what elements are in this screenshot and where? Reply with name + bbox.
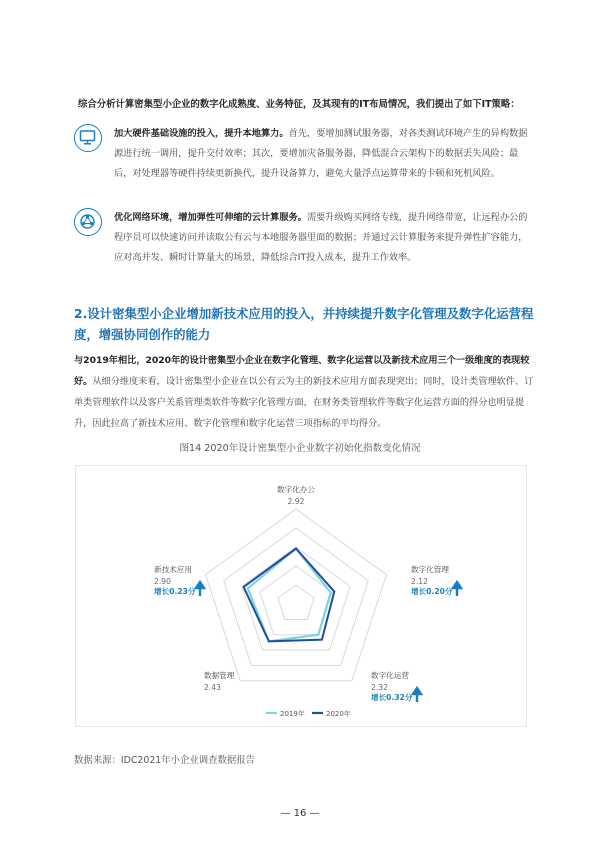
section-title: 2.设计密集型小企业增加新技术应用的投入，并持续提升数字化管理及数字化运营程度，增强协同创作的能力 xyxy=(74,306,534,342)
axis-value-label: 2.12 xyxy=(411,577,428,586)
intro-text: 综合分析计算密集型小企业的数字化成熟度、业务特征，及其现有的IT布局情况，我们提出了如下IT策略： xyxy=(78,99,520,110)
paragraph-bold: 与2019年相比，2020年的设计密集型小企业在数字化管理、数字化运营以及新技术应用三个一级维度的表现较好。 xyxy=(74,355,530,387)
growth-label: 增长0.23分 xyxy=(154,587,196,596)
legend-label: 2020年 xyxy=(326,710,351,718)
data-source: 数据来源：IDC2021年小企业调查数据报告 xyxy=(74,755,256,766)
axis-label: 新技术应用 xyxy=(154,565,192,574)
arrow-up-icon xyxy=(196,582,204,596)
axis-label: 数字化办公 xyxy=(277,485,315,494)
body-paragraph xyxy=(74,350,540,434)
strategy-text-network: 需要升级购买网络专线，提升网络带宽，让远程办公的程序员可以快速访问并读取公有云与本地服务器里面的数据；并通过云计算服务来提升弹性扩容能力，应对高并发、瞬时计算量大的场景，降低综合IT投入成本，提升工作效率。 xyxy=(114,212,528,263)
axis-value-label: 2.43 xyxy=(204,683,221,692)
axis-label: 数字化运营 xyxy=(371,671,409,680)
strategy-bold-network: 优化网络环境，增加弹性可伸缩的云计算服务。 xyxy=(114,212,307,223)
radar-chart xyxy=(76,466,526,726)
radar-grid-ring xyxy=(206,509,387,681)
growth-label: 增长0.32分 xyxy=(371,693,413,702)
strategy-item-network xyxy=(74,208,538,274)
radar-grid-ring xyxy=(278,585,314,619)
radar-series-2019 xyxy=(248,549,331,642)
axis-value-label: 2.32 xyxy=(371,683,388,692)
arrow-up-icon xyxy=(453,582,461,596)
axis-value-label: 2.90 xyxy=(154,577,171,586)
legend-label: 2019年 xyxy=(280,710,305,718)
strategy-text-hardware: 首先，要增加测试服务器，对各类测试环境产生的异构数据源进行统一调用，提升交付效率；其次，要增加灾备服务器，降低混合云架构下的数据丢失风险；最后，对处理器等硬件持续更新换代，提升设备算力，避免大量浮点运算带来的卡顿和死机风险。 xyxy=(114,128,528,179)
axis-label: 数字化管理 xyxy=(411,565,449,574)
monitor-icon xyxy=(74,124,102,152)
figure-caption: 图14 2020年设计密集型小企业数字初始化指数变化情况 xyxy=(179,443,421,454)
axis-label: 数据管理 xyxy=(204,671,235,680)
arrow-up-icon xyxy=(413,688,421,702)
paragraph-text: 从细分维度来看，设计密集型小企业在以公有云为主的新技术应用方面表现突出；同时，设计类管理软件、订单类管理软件以及客户关系管理类软件等数字化管理方面，在财务类管理软件等数字化运营方面的得分也明显提升，因此拉高了新技术应用、数字化管理和数字化运营三项指标的平均得分。 xyxy=(74,376,534,429)
radar-chart-frame xyxy=(75,465,527,727)
page-number: — 16 — xyxy=(280,808,320,819)
growth-label: 增长0.20分 xyxy=(411,587,453,596)
strategy-bold-hardware: 加大硬件基础设施的投入，提升本地算力。 xyxy=(114,128,289,139)
strategy-item-hardware xyxy=(74,124,538,210)
network-icon xyxy=(74,208,102,236)
axis-value-label: 2.92 xyxy=(287,497,305,506)
